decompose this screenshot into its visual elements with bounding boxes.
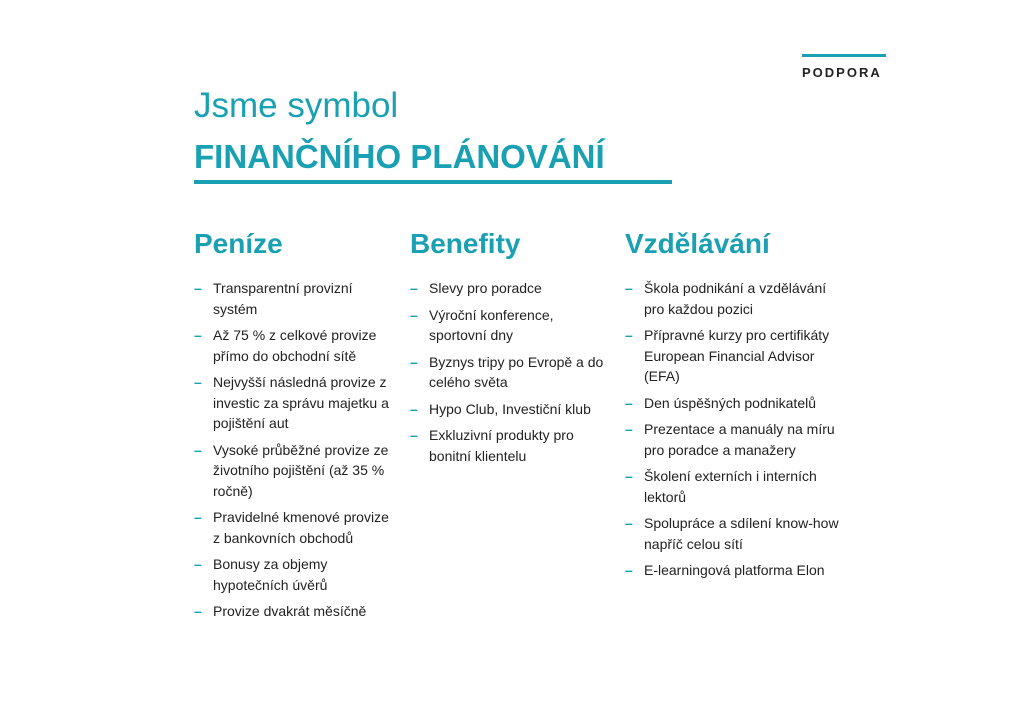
dash-bullet-icon: –	[194, 441, 202, 458]
page-title-line2: FINANČNÍHO PLÁNOVÁNÍ	[194, 138, 605, 175]
list-item-text: Hypo Club, Investiční klub	[429, 400, 591, 417]
column-benefity	[410, 226, 610, 472]
dash-bullet-icon: –	[625, 421, 633, 437]
dash-bullet-icon: –	[625, 515, 633, 531]
column-heading: Benefity	[410, 228, 521, 259]
list-item	[625, 513, 840, 554]
list-item-text: Exkluzivní produkty pro bonitní klientelu	[429, 427, 574, 464]
list-item	[410, 278, 610, 299]
list-item-text: Přípravné kurzy pro certifikáty European Financial Advisor (EFA)	[644, 327, 830, 384]
dash-bullet-icon: –	[194, 556, 202, 572]
list-item	[625, 560, 840, 581]
dash-bullet-icon: –	[410, 280, 418, 296]
list-item-text: Spolupráce a sdílení know-how napříč celou sítí	[644, 515, 839, 552]
list-item	[410, 305, 610, 346]
list-item-text: Pravidelné kmenové provize z bankovních obchodů	[213, 509, 389, 546]
section-tag: PODPORA	[802, 65, 882, 80]
list-item	[194, 554, 394, 595]
list-item	[625, 325, 840, 387]
page-title-line1: Jsme symbol	[194, 86, 399, 125]
list-item-text: E-learningová platforma Elon	[644, 562, 825, 578]
dash-bullet-icon: –	[194, 327, 202, 343]
dash-bullet-icon: –	[410, 427, 418, 443]
title-underline	[194, 180, 672, 184]
tag-divider	[802, 54, 886, 57]
list-item-text: Provize dvakrát měsíčně	[213, 603, 367, 619]
dash-bullet-icon: –	[410, 306, 418, 323]
bullet-list	[410, 278, 610, 466]
list-item-text: Byznys tripy po Evropě a do celého světa	[429, 353, 604, 390]
list-item	[625, 419, 840, 460]
list-item	[194, 507, 394, 548]
list-item	[625, 278, 840, 319]
list-item-text: Až 75 % z celkové provize přímo do obchodní sítě	[213, 327, 377, 364]
dash-bullet-icon: –	[410, 400, 418, 417]
list-item-text: Výroční konference, sportovní dny	[429, 306, 554, 343]
column-heading: Peníze	[194, 228, 283, 259]
list-item-text: Školení externích i interních lektorů	[644, 468, 817, 505]
dash-bullet-icon: –	[194, 603, 202, 619]
list-item	[410, 352, 610, 393]
dash-bullet-icon: –	[410, 353, 418, 370]
list-item-text: Nejvyšší následná provize z investic za správu majetku a pojištění aut	[213, 374, 389, 431]
list-item	[410, 399, 610, 420]
dash-bullet-icon: –	[194, 280, 202, 296]
list-item	[625, 466, 840, 507]
list-item-text: Vysoké průběžné provize ze životního pojištění (až 35 % ročně)	[213, 441, 389, 499]
dash-bullet-icon: –	[625, 394, 633, 411]
bullet-list	[194, 278, 394, 622]
list-item	[194, 372, 394, 434]
list-item-text: Slevy pro poradce	[429, 280, 542, 296]
list-item	[194, 278, 394, 319]
dash-bullet-icon: –	[625, 327, 633, 343]
list-item-text: Škola podnikání a vzdělávání pro každou pozici	[644, 280, 827, 317]
dash-bullet-icon: –	[625, 468, 633, 484]
list-item-text: Transparentní provizní systém	[213, 280, 353, 317]
column-heading: Vzdělávání	[625, 228, 770, 259]
dash-bullet-icon: –	[194, 374, 202, 390]
dash-bullet-icon: –	[625, 280, 633, 296]
list-item	[194, 440, 394, 502]
list-item-text: Bonusy za objemy hypotečních úvěrů	[213, 556, 328, 593]
column-vzdelavani	[625, 226, 840, 587]
list-item	[194, 325, 394, 366]
list-item-text: Prezentace a manuály na míru pro poradce a manažery	[644, 421, 835, 458]
dash-bullet-icon: –	[194, 509, 202, 525]
list-item-text: Den úspěšných podnikatelů	[644, 394, 817, 411]
dash-bullet-icon: –	[625, 562, 633, 578]
list-item	[194, 601, 394, 622]
bullet-list	[625, 278, 840, 581]
column-penize	[194, 226, 394, 628]
list-item	[625, 393, 840, 414]
list-item	[410, 425, 610, 466]
